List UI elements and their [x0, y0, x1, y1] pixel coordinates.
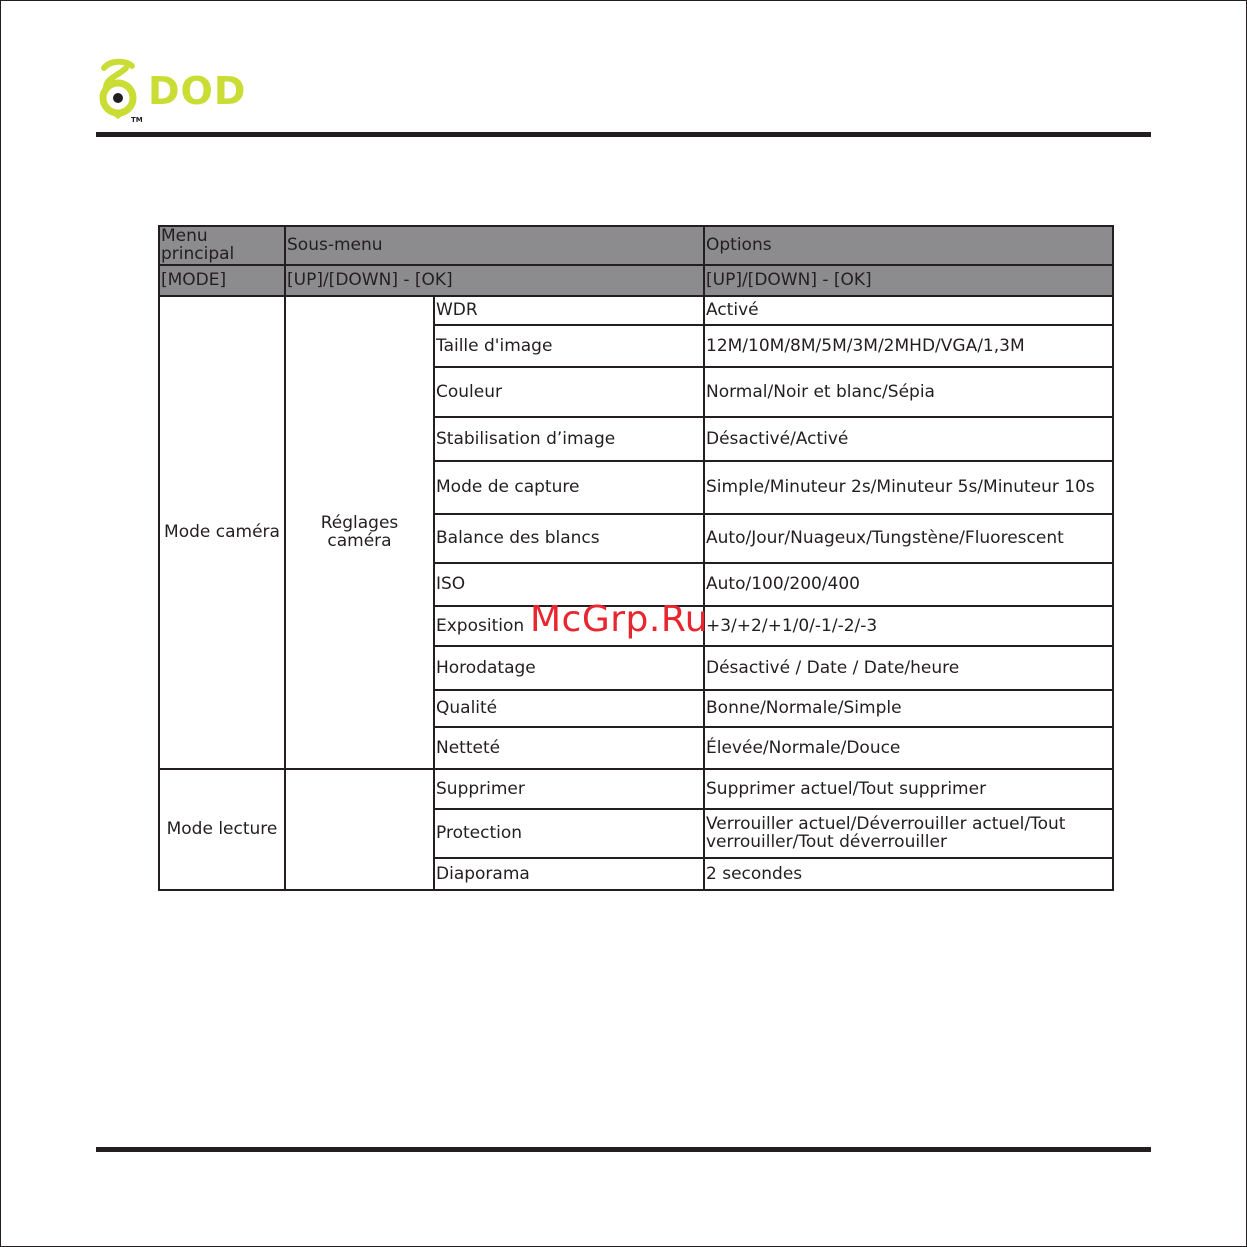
- setting-options: 2 secondes: [704, 858, 1113, 890]
- setting-options: Désactivé/Activé: [704, 417, 1113, 461]
- dod-logo-icon: [96, 58, 156, 128]
- setting-name: Supprimer: [434, 769, 704, 809]
- camera-settings-cell: Réglages caméra: [285, 296, 434, 769]
- setting-options: Auto/100/200/400: [704, 563, 1113, 606]
- footer-rule: [96, 1147, 1151, 1152]
- table-header-row: [159, 226, 1113, 265]
- setting-name: WDR: [434, 296, 704, 325]
- brand-name: DOD: [148, 69, 247, 113]
- setting-name: Protection: [434, 809, 704, 858]
- dod-logo: [96, 58, 286, 128]
- setting-options: Auto/Jour/Nuageux/Tungstène/Fluorescent: [704, 514, 1113, 563]
- setting-options: Désactivé / Date / Date/heure: [704, 646, 1113, 690]
- keys-submenu: [UP]/[DOWN] - [OK]: [285, 265, 704, 296]
- header-rule: [96, 132, 1151, 137]
- setting-name: Exposition: [434, 606, 704, 646]
- setting-name: Balance des blancs: [434, 514, 704, 563]
- watermark: McGrp.Ru: [530, 599, 709, 640]
- setting-name: ISO: [434, 563, 704, 606]
- setting-name: Stabilisation d’image: [434, 417, 704, 461]
- setting-name: Mode de capture: [434, 461, 704, 514]
- setting-name: Netteté: [434, 727, 704, 769]
- setting-name: Horodatage: [434, 646, 704, 690]
- setting-options: Verrouiller actuel/Déverrouiller actuel/Tout verrouiller/Tout déverrouiller: [704, 809, 1113, 858]
- setting-options: Élevée/Normale/Douce: [704, 727, 1113, 769]
- table-keys-row: [159, 265, 1113, 296]
- setting-name: Diaporama: [434, 858, 704, 890]
- setting-options: Supprimer actuel/Tout supprimer: [704, 769, 1113, 809]
- header-submenu: Sous-menu: [285, 226, 704, 265]
- setting-name: Couleur: [434, 367, 704, 417]
- trademark-label: TM: [131, 116, 143, 124]
- header-options: Options: [704, 226, 1113, 265]
- setting-name: Qualité: [434, 690, 704, 727]
- camera-mode-cell: Mode caméra: [159, 296, 285, 769]
- setting-options: Bonne/Normale/Simple: [704, 690, 1113, 727]
- table-row: [159, 296, 1113, 325]
- setting-options: Activé: [704, 296, 1113, 325]
- playback-submenu-cell: [285, 769, 434, 890]
- setting-options: +3/+2/+1/0/-1/-2/-3: [704, 606, 1113, 646]
- keys-options: [UP]/[DOWN] - [OK]: [704, 265, 1113, 296]
- setting-options: Simple/Minuteur 2s/Minuteur 5s/Minuteur 10s: [704, 461, 1113, 514]
- settings-menu-table: [158, 225, 1114, 891]
- table-row: [159, 769, 1113, 809]
- setting-options: 12M/10M/8M/5M/3M/2MHD/VGA/1,3M: [704, 325, 1113, 367]
- setting-name: Taille d'image: [434, 325, 704, 367]
- playback-mode-cell: Mode lecture: [159, 769, 285, 890]
- setting-options: Normal/Noir et blanc/Sépia: [704, 367, 1113, 417]
- keys-main-menu: [MODE]: [159, 265, 285, 296]
- header-main-menu: Menu principal: [159, 226, 285, 265]
